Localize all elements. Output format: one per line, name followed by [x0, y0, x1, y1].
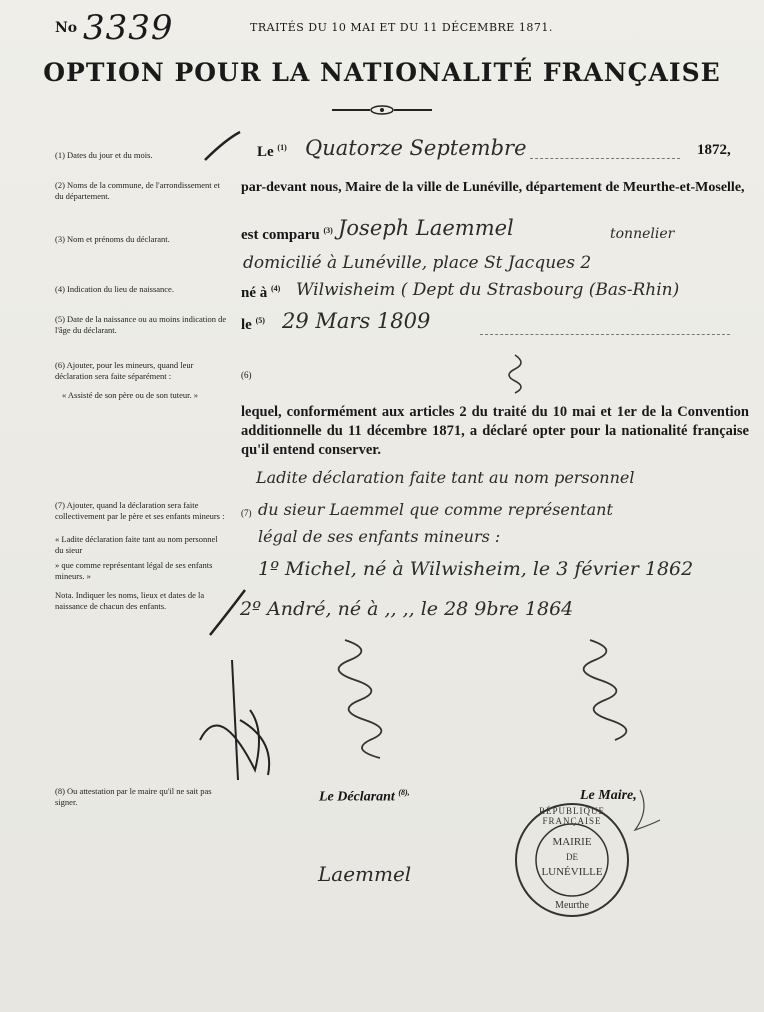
collective-line-2: du sieur Laemmel que comme représentant	[258, 500, 613, 519]
birthdate: 29 Mars 1809	[282, 309, 431, 333]
serial-number: 3339	[83, 8, 174, 48]
note-4: (4) Indication du lieu de naissance.	[55, 284, 174, 294]
birthplace: Wilwisheim ( Dept du Strasbourg (Bas-Rhin)	[296, 280, 680, 300]
comparu-label: est comparu $^{(3)}$	[241, 226, 333, 243]
child-2: 2º André, né à ,, ,, le 28 9bre 1864	[240, 598, 574, 620]
note-6a: (6) Ajouter, pour les mineurs, quand leur déclaration sera faite séparément :	[55, 360, 194, 381]
stamp-bottom: Meurthe	[555, 900, 589, 911]
stamp-center-3: LUNÉVILLE	[541, 866, 603, 878]
note-8: (8) Ou attestation par le maire qu'il ne sait pas signer.	[55, 786, 212, 807]
declarant-name: Joseph Laemmel	[338, 216, 514, 240]
declarant-label: Le Déclarant $^{(8),}$	[319, 788, 410, 805]
stamp-center-1: MAIRIE	[552, 836, 592, 848]
maire-label: Le Maire,	[580, 788, 637, 803]
note-5: (5) Date de la naissance ou au moins indication de l'âge du déclarant.	[55, 314, 227, 335]
note-7b: « Ladite déclaration faite tant au nom personnel du sieur	[55, 534, 218, 555]
note-6-marker: (6)	[241, 370, 252, 380]
ne-a-label: né à $^{(4)}$	[241, 284, 281, 301]
treaties-heading: TRAITÉS DU 10 MAI ET DU 11 DÉCEMBRE 1871.	[250, 21, 553, 34]
stamp-ring-text: RÉPUBLIQUE FRANÇAISE	[539, 806, 605, 826]
note-7c: » que comme représentant légal de ses enfants mineurs. »	[55, 560, 213, 581]
note-7-marker: (7)	[241, 508, 252, 518]
domicile: domicilié à Lunéville, place St Jacques 2	[243, 253, 592, 273]
date-handwritten: Quatorze Septembre	[305, 136, 527, 160]
note-7a: (7) Ajouter, quand la déclaration sera faite collectivement par le père et ses enfants mineurs :	[55, 500, 225, 521]
child-1: 1º Michel, né à Wilwisheim, le 3 février 1862	[258, 558, 694, 580]
year: 1872,	[697, 142, 731, 158]
serial-prefix: No	[55, 20, 78, 36]
stamp-center-2: DE	[566, 852, 578, 862]
note-7d: Nota. Indiquer les noms, lieux et dates de la naissance de chacun des enfants.	[55, 590, 205, 611]
page-title: OPTION POUR LA NATIONALITÉ FRANÇAISE	[43, 58, 721, 87]
note-3: (3) Nom et prénoms du déclarant.	[55, 234, 170, 244]
le-label: Le $^{(1)}$	[257, 143, 287, 160]
profession: tonnelier	[610, 226, 675, 242]
declaration-paragraph: lequel, conformément aux articles 2 du traité du 10 mai et 1er de la Convention additionnelle du 11 décembre 1871, a déclaré opter pour la nationalité française qu'il entend conserver.	[241, 404, 749, 458]
collective-line-3: légal de ses enfants mineurs :	[258, 527, 501, 546]
le-birth-label: le $^{(5)}$	[241, 316, 265, 333]
note-6b: « Assisté de son père ou de son tuteur. »	[62, 390, 198, 400]
note-1: (1) Dates du jour et du mois.	[55, 150, 153, 160]
collective-line-1: Ladite déclaration faite tant au nom personnel	[256, 468, 635, 487]
note-2: (2) Noms de la commune, de l'arrondissement et du département.	[55, 180, 220, 201]
before-line: par-devant nous, Maire de la ville de Lunéville, département de Meurthe-et-Moselle,	[241, 180, 745, 195]
declarant-signature: Laemmel	[318, 862, 412, 886]
